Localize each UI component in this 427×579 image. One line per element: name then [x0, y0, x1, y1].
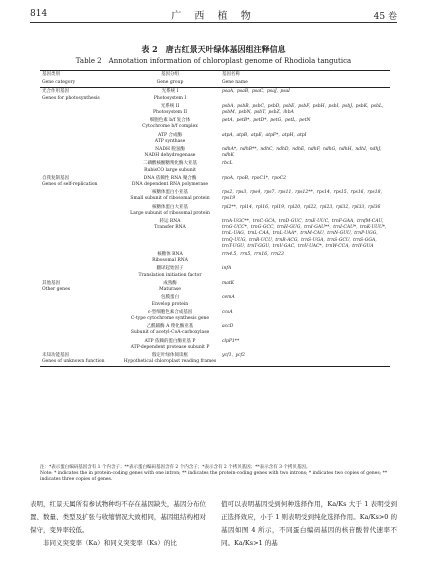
group-en: Maturase	[159, 287, 181, 293]
gene-group-cell	[120, 117, 220, 131]
group-en: DNA dependent RNA polymerase	[131, 182, 209, 188]
group-en: Photosystem II	[152, 110, 188, 116]
header-category-en: Gene category	[40, 79, 120, 88]
gene-category-cell	[40, 88, 120, 103]
table-row	[40, 103, 390, 117]
table-row	[40, 280, 390, 294]
table-notes	[40, 465, 390, 483]
gene-category-cell	[40, 204, 120, 218]
group-cn: ATP 合成酶	[158, 132, 182, 138]
table-row	[40, 175, 390, 189]
gene-category-cell	[40, 117, 120, 131]
body-paragraph: 非同义突变率（Ka）和同义突变率（Ks）的比	[43, 539, 177, 547]
table-row	[40, 352, 390, 367]
group-cn: 核糖体蛋白小亚基	[152, 190, 188, 196]
table-row	[40, 189, 390, 203]
gene-category-cell	[40, 294, 120, 308]
gene-names-cell: rrn4.5, rrn5, rrn16, rrn23	[222, 252, 284, 258]
group-en: Cytochrome b/f complex	[142, 124, 198, 130]
gene-category-cell	[40, 280, 120, 294]
category-en: Other genes	[42, 287, 71, 293]
table-row	[40, 88, 390, 103]
header-name-en: Gene name	[220, 79, 390, 88]
category-cn: 未知功能基因	[42, 352, 69, 358]
table-note-cn: 注：*表示蛋白编码基因含有 1 个内含子；**表示蛋白编码基因含有 2 个内含子；*表示含有 2 个拷贝基因；**表示含有 3 个拷贝基因。	[40, 465, 311, 470]
group-en: ATP synthase	[154, 138, 186, 144]
body-paragraph: 值可以表明基因受到何种选择作用，Ka/Ks 大于 1 表明受到正选择效应，小于 1 则表明受到纯化选择作用。Ka/Ks>0 的基因如图 4 所示，不同蛋白编码基因的核苷酸替代速率不同。Ka/Ks>1 的基	[221, 500, 397, 547]
table-row	[40, 132, 390, 146]
gene-names-cell: rbcL	[222, 161, 233, 167]
gene-category-cell	[40, 175, 120, 189]
table-note-en: Note: * indicates the in protein-coding genes with one intron; ** indicates the protein-coding genes with two introns; * indicates two copies of genes; ** indicates three copies of genes.	[40, 471, 388, 482]
category-en: Genes of self-replication	[42, 182, 98, 188]
category-cn: 其他基因	[42, 280, 60, 286]
gene-names-cell: atpA, atpB, atpE, atpF*, atpH, atpI	[222, 132, 307, 138]
gene-group-cell	[120, 280, 220, 294]
gene-names-cell: matK	[222, 280, 235, 286]
gene-group-cell	[120, 204, 220, 218]
gene-category-cell	[40, 146, 120, 160]
group-cn: 转运 RNA	[159, 219, 181, 225]
gene-group-cell	[120, 338, 220, 352]
group-cn: NADH 脱氢酶	[155, 147, 185, 153]
table-row	[40, 218, 390, 251]
gene-group-cell	[120, 103, 220, 117]
gene-category-cell	[40, 160, 120, 174]
gene-names-cell: rpl2**, rpl14, rpl16, rpl19, rpl20, rpl22, rpl23, rpl32, rpl33, rpl36	[222, 204, 381, 210]
table-row	[40, 251, 390, 265]
group-cn: DNA 依赖性 RNA 聚合酶	[143, 175, 197, 181]
category-en: Genes for photosynthesis	[42, 95, 100, 101]
group-cn: 成熟酶	[163, 280, 177, 286]
group-cn: 核糖体蛋白大亚基	[152, 204, 188, 210]
group-cn: 假定叶绿体阅读框	[152, 352, 188, 358]
group-en: Transfer RNA	[154, 225, 186, 231]
group-cn: 翻译起始因子	[156, 266, 184, 272]
table-row	[40, 117, 390, 131]
gene-names-cell: psaA, psaB, psaC, psaJ, psaI	[222, 89, 290, 95]
group-cn: 光系统 II	[160, 103, 180, 109]
gene-group-cell	[120, 132, 220, 146]
gene-category-cell	[40, 189, 120, 203]
gene-annotation-table	[40, 70, 390, 367]
category-en: Genes of unknown function	[42, 359, 105, 365]
gene-category-cell	[40, 323, 120, 337]
gene-group-cell	[120, 160, 220, 174]
body-column-right	[221, 498, 397, 550]
gene-names-cell: cemA	[222, 295, 235, 301]
group-en: Photosystem I	[153, 95, 187, 101]
group-en: C-type cytochrome synthesis gene	[130, 315, 210, 321]
gene-category-cell	[40, 218, 120, 251]
table-row	[40, 309, 390, 323]
table-row	[40, 294, 390, 308]
header-name-cn: 基因名称	[220, 71, 390, 80]
gene-names-cell: ycf1, ycf2	[220, 352, 390, 367]
table-body	[40, 88, 390, 367]
gene-names-cell: infA	[222, 266, 232, 272]
gene-group-cell	[120, 146, 220, 160]
group-en: NADH dehydrogenase	[144, 153, 196, 159]
group-en: Small subunit of ribosomal protein	[130, 196, 210, 202]
category-cn: 自我复制基因	[42, 175, 69, 181]
journal-title: 广 西 植 物	[171, 11, 256, 22]
gene-names-cell: ccsA	[222, 309, 233, 315]
gene-category-cell	[40, 309, 120, 323]
table-row	[40, 265, 390, 279]
gene-group-cell	[120, 189, 220, 203]
body-column-left	[30, 498, 206, 550]
gene-names-cell: rpoA, rpoB, rpoC1*, rpoC2	[222, 175, 286, 181]
gene-group-cell	[120, 265, 220, 279]
gene-category-cell	[40, 338, 120, 352]
gene-group-cell	[120, 218, 220, 251]
group-cn: 乙酰辅酶 A 羧化酶亚基	[146, 324, 194, 330]
group-cn: 细胞色素 b/f 复合体	[149, 118, 191, 124]
table-row	[40, 338, 390, 352]
gene-group-cell	[120, 251, 220, 265]
gene-group-cell	[120, 309, 220, 323]
group-cn: 光系统 I	[161, 89, 179, 95]
gene-group-cell	[120, 323, 220, 337]
gene-names-cell: clpP1**	[222, 338, 240, 344]
gene-category-cell	[40, 132, 120, 146]
group-en: RubisCO large subunit	[144, 167, 196, 173]
gene-category-cell	[40, 251, 120, 265]
group-cn: 二磷酸核酮糖羧化酶大亚基	[143, 161, 197, 167]
body-paragraph: 表明，红景天属所有参试物种均不存在基因缺失，基因分布位置、数量、类型及扩张与收缩情况大致相同，基因组结构相对保守，变异率较低。	[30, 500, 206, 534]
gene-names-cell: accD	[222, 324, 234, 330]
gene-names-cell: ndhA*, ndhB**, ndhC, ndhD, ndhE, ndhF, ndhG, ndhH, ndhI, ndhJ, ndhK	[222, 147, 382, 159]
gene-names-cell: petA, petB*, petD*, petG, petL, petN	[222, 118, 311, 124]
group-en: Large subunit of ribosomal protein	[130, 210, 210, 216]
table-row	[40, 160, 390, 174]
table-row	[40, 323, 390, 337]
table-caption-en: Table 2 Annotation information of chloroplast genome of Rhodiola tangutica	[75, 57, 352, 65]
group-en: ATP-dependent protease subunit P	[130, 344, 210, 350]
group-cn: ATP 依赖的蛋白酶亚基 P	[144, 338, 196, 344]
page-number: 814	[30, 9, 48, 19]
header-category-cn: 基因类别	[40, 71, 120, 80]
header-group-en: Gene group	[120, 79, 220, 88]
group-en: Subunit of acetyl-CoA-carboxylase	[130, 330, 210, 336]
gene-names-cell: psbA, psbB, psbC, psbD, psbE, psbF, psbH, psbI, psbJ, psbK, psbL, psbM, psbN, psbT, psbZ, ihbA	[222, 103, 384, 116]
gene-group-cell	[120, 352, 220, 367]
gene-group-cell	[120, 88, 220, 103]
group-cn: 核糖体 RNA	[157, 252, 183, 258]
volume-label: 45 卷	[373, 12, 397, 22]
gene-names-cell: rps2, rps3, rps4, rps7, rps11, rps12**, rps14, rps15, rps16, rps18, rps19	[222, 190, 382, 202]
group-en: Hypothetical chloroplast reading frames	[123, 359, 217, 365]
gene-group-cell	[120, 175, 220, 189]
table-header-row-en	[40, 79, 390, 88]
table-header-row-cn	[40, 71, 390, 80]
table-row	[40, 146, 390, 160]
group-en: Translation initiation factor	[138, 272, 202, 278]
category-cn: 光合作用基因	[42, 89, 69, 95]
gene-category-cell	[40, 265, 120, 279]
group-en: Ribosomal RNA	[152, 258, 188, 264]
gene-names-cell: trnA-UGC**, trnC-GCA, trnD-GUC, trnE-UUC, trnF-GAA, trnfM-CAU, trnG-UCC*, trnG-GCC, trnH-GUG, trnI-GAU**, trnI-CAU*, trnK-UUU*, trnL-UAG, trnL-CAA, trnL-UAA*, trnM-CAU, trnN-GUU, trnP-UGG, trnQ-UUG, trnR-UCU, trnR-ACG, trnS-UGA, trnS-GCU, trnS-GGA, trnT-UGU, trnT-GGU, trnV-GAC, trnV-UAC*, trnW-CCA, trnY-GUA	[222, 219, 387, 249]
gene-group-cell	[120, 294, 220, 308]
gene-category-cell	[40, 352, 120, 367]
table-row	[40, 204, 390, 218]
header-rule	[30, 22, 397, 23]
table-caption-cn: 表 2 唐古红景天叶绿体基因组注释信息	[141, 44, 286, 54]
header-group-cn: 基因分组	[120, 71, 220, 80]
group-cn: 包膜蛋白	[161, 295, 179, 301]
group-en: Envelop protein	[151, 301, 189, 307]
gene-category-cell	[40, 103, 120, 117]
group-cn: c-型细胞色素合成基因	[147, 309, 193, 315]
